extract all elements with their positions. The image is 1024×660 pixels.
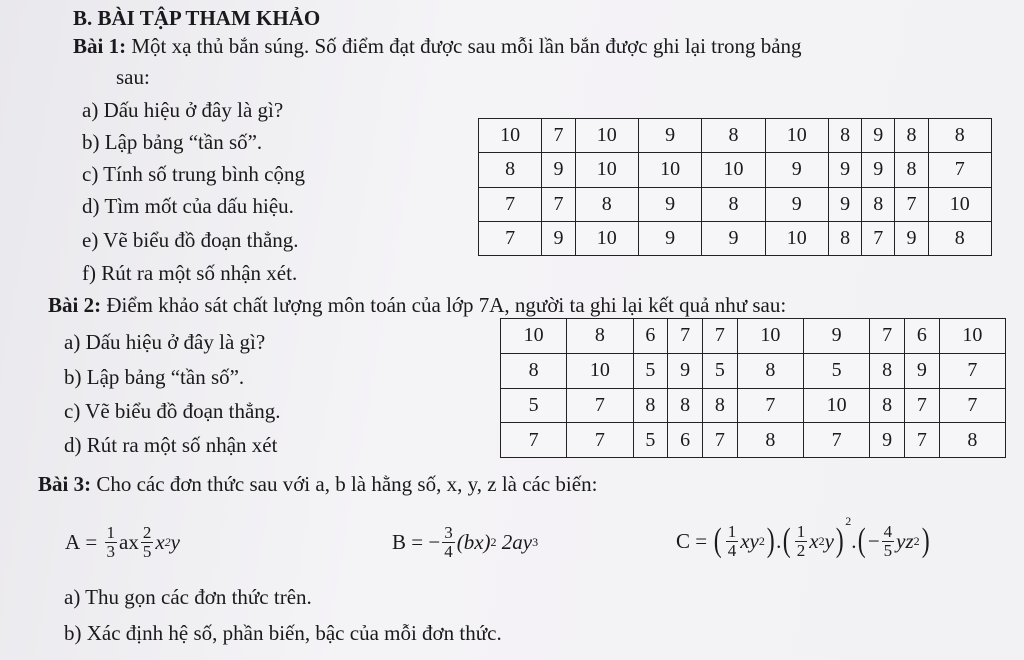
table-cell: 8 — [870, 353, 905, 388]
table-cell: 8 — [895, 153, 928, 187]
table-cell: 10 — [575, 221, 638, 255]
table-cell: 9 — [804, 319, 870, 354]
table-cell: 6 — [633, 319, 668, 354]
table-cell: 10 — [737, 319, 803, 354]
table-cell: 6 — [905, 319, 940, 354]
table-cell: 8 — [668, 388, 703, 423]
table-cell: 7 — [567, 423, 633, 458]
table-cell: 9 — [638, 187, 701, 221]
bai3-item-a: a) Thu gọn các đơn thức trên. — [64, 585, 312, 609]
table-cell: 8 — [567, 319, 633, 354]
table-cell: 8 — [895, 119, 928, 153]
table-cell: 10 — [928, 187, 991, 221]
table-cell: 9 — [862, 119, 895, 153]
bai1-item-a: a) Dấu hiệu ở đây là gì? — [82, 98, 284, 122]
table-row — [501, 319, 1006, 354]
bai3-intro — [38, 472, 597, 496]
bai2-item-c: c) Vẽ biểu đồ đoạn thẳng. — [64, 399, 281, 423]
table-cell: 9 — [702, 221, 765, 255]
bai2-intro-text: Điểm khảo sát chất lượng môn toán của lớp 7A, người ta ghi lại kết quả như sau: — [106, 293, 787, 317]
table-cell: 5 — [804, 353, 870, 388]
table-cell: 6 — [668, 423, 703, 458]
table-cell: 7 — [737, 388, 803, 423]
table-cell: 8 — [702, 187, 765, 221]
table-cell: 7 — [542, 187, 575, 221]
bai3-item-b: b) Xác định hệ số, phần biến, bậc của mỗi đơn thức. — [64, 621, 502, 645]
table-cell: 5 — [501, 388, 567, 423]
table-cell: 7 — [939, 353, 1005, 388]
table-cell: 8 — [703, 388, 738, 423]
table-cell: 8 — [828, 119, 861, 153]
bai3-label: Bài 3: — [38, 472, 92, 496]
formula-c: C = ( $\frac{1}{4}$ xy 2 ) . ( $\frac{1}{2}$ x 2 y ) $^2$ . ( − $\frac{4}{5}$ yz 2 ) — [676, 514, 930, 560]
bai1-item-e: e) Vẽ biểu đồ đoạn thẳng. — [82, 228, 299, 252]
table-cell: 9 — [895, 221, 928, 255]
table-cell: 10 — [638, 153, 701, 187]
table-cell: 9 — [765, 153, 828, 187]
table-cell: 10 — [501, 319, 567, 354]
table-cell: 10 — [479, 119, 542, 153]
table-cell: 8 — [737, 423, 803, 458]
table-cell: 9 — [542, 221, 575, 255]
table-cell: 9 — [905, 353, 940, 388]
table-cell: 9 — [862, 153, 895, 187]
table-cell: 8 — [575, 187, 638, 221]
table-cell: 10 — [939, 319, 1005, 354]
table-cell: 7 — [905, 423, 940, 458]
table-cell: 7 — [804, 423, 870, 458]
table-cell: 8 — [702, 119, 765, 153]
table-row — [479, 187, 992, 221]
table-row — [501, 353, 1006, 388]
bai1-item-b: b) Lập bảng “tần số”. — [82, 130, 263, 154]
table-cell: 9 — [765, 187, 828, 221]
table-row — [479, 221, 992, 255]
table-row — [501, 388, 1006, 423]
table-cell: 9 — [668, 353, 703, 388]
table-cell: 7 — [939, 388, 1005, 423]
table-cell: 8 — [939, 423, 1005, 458]
table-cell: 7 — [479, 187, 542, 221]
table-cell: 8 — [928, 221, 991, 255]
table-cell: 7 — [862, 221, 895, 255]
table-cell: 10 — [804, 388, 870, 423]
table-cell: 8 — [501, 353, 567, 388]
table-cell: 9 — [870, 423, 905, 458]
table-cell: 9 — [828, 153, 861, 187]
table-cell: 8 — [479, 153, 542, 187]
table-cell: 7 — [895, 187, 928, 221]
bai2-item-b: b) Lập bảng “tần số”. — [64, 365, 245, 389]
bai1-item-c: c) Tính số trung bình cộng — [82, 162, 306, 186]
table-cell: 9 — [638, 221, 701, 255]
bai1-data-table — [478, 118, 992, 256]
section-title: B. BÀI TẬP THAM KHẢO — [73, 6, 321, 30]
table-cell: 9 — [542, 153, 575, 187]
table-row — [479, 153, 992, 187]
table-cell: 9 — [638, 119, 701, 153]
table-cell: 8 — [870, 388, 905, 423]
table-cell: 7 — [501, 423, 567, 458]
table-cell: 8 — [928, 119, 991, 153]
formula-b: B = − $\frac{3}{4}$ (bx) 2 2ay 3 — [392, 522, 539, 561]
table-cell: 7 — [542, 119, 575, 153]
bai1-item-f: f) Rút ra một số nhận xét. — [82, 261, 298, 285]
bai1-item-d: d) Tìm mốt của dấu hiệu. — [82, 194, 294, 218]
bai2-intro — [48, 293, 786, 317]
table-cell: 7 — [928, 153, 991, 187]
table-cell: 7 — [703, 319, 738, 354]
bai2-item-a: a) Dấu hiệu ở đây là gì? — [64, 330, 266, 354]
table-cell: 10 — [575, 119, 638, 153]
table-cell: 10 — [765, 221, 828, 255]
table-cell: 7 — [870, 319, 905, 354]
table-cell: 7 — [703, 423, 738, 458]
table-cell: 7 — [668, 319, 703, 354]
bai2-data-table — [500, 318, 1006, 458]
table-cell: 7 — [567, 388, 633, 423]
table-cell: 10 — [702, 153, 765, 187]
table-cell: 5 — [703, 353, 738, 388]
table-cell: 7 — [479, 221, 542, 255]
table-cell: 9 — [828, 187, 861, 221]
bai1-intro-cont: sau: — [116, 65, 150, 89]
table-cell: 10 — [567, 353, 633, 388]
table-cell: 10 — [575, 153, 638, 187]
table-row — [501, 423, 1006, 458]
table-cell: 5 — [633, 353, 668, 388]
table-cell: 8 — [862, 187, 895, 221]
bai2-label: Bài 2: — [48, 293, 102, 317]
table-row — [479, 119, 992, 153]
table-cell: 5 — [633, 423, 668, 458]
table-cell: 8 — [828, 221, 861, 255]
bai1-intro-text: Một xạ thủ bắn súng. Số điểm đạt được sau mỗi lần bắn được ghi lại trong bảng — [131, 34, 802, 58]
table-cell: 8 — [737, 353, 803, 388]
formula-a: A = $\frac{1}{3}$ a x $\frac{2}{5}$ x 2 y — [65, 522, 180, 561]
bai1-intro — [73, 34, 802, 58]
bai2-item-d: d) Rút ra một số nhận xét — [64, 433, 278, 457]
table-cell: 7 — [905, 388, 940, 423]
table-cell: 10 — [765, 119, 828, 153]
bai1-label: Bài 1: — [73, 34, 127, 58]
table-cell: 8 — [633, 388, 668, 423]
bai3-intro-text: Cho các đơn thức sau với a, b là hằng số, x, y, z là các biến: — [96, 472, 598, 496]
